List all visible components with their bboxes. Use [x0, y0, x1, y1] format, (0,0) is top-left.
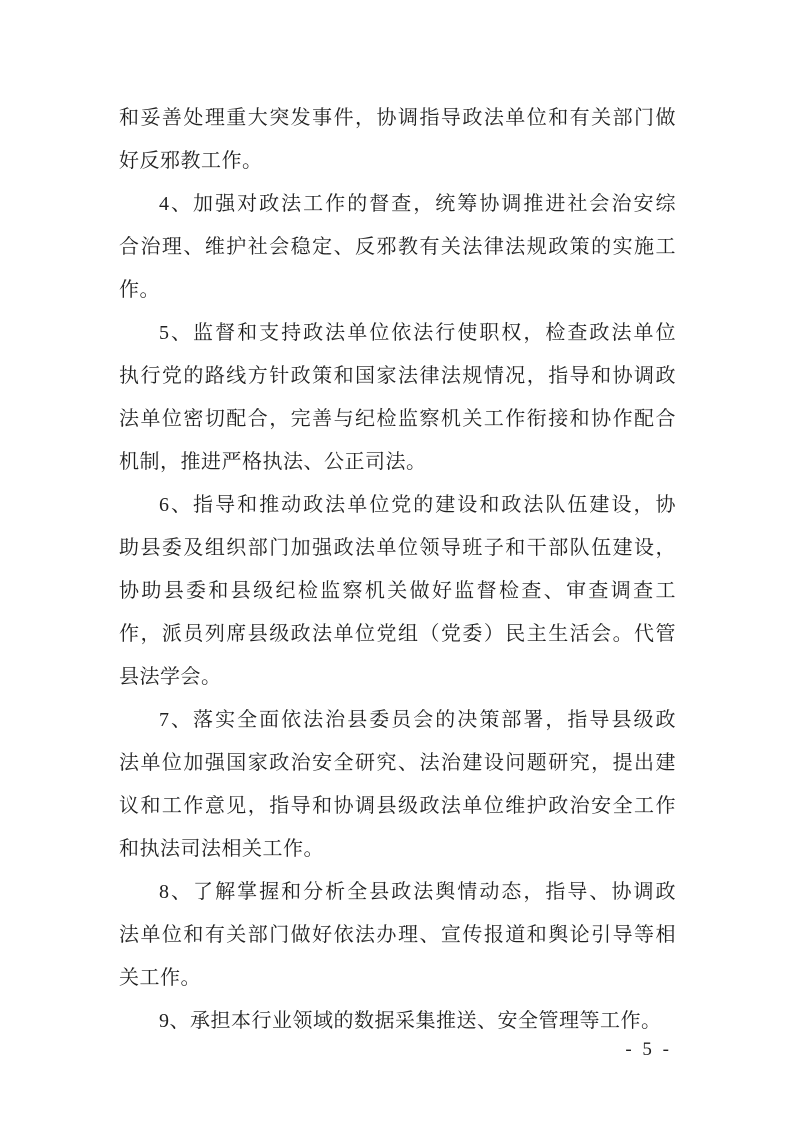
text-line: 和执法司法相关工作。: [119, 838, 324, 860]
text-line: 机制，推进严格执法、公正司法。: [119, 451, 427, 473]
text-line: 作，派员列席县级政法单位党组（党委）民主生活会。代管: [119, 623, 676, 645]
text-line: 9、承担本行业领域的数据采集推送、安全管理等工作。: [159, 1010, 662, 1032]
text-line: 法单位密切配合，完善与纪检监察机关工作衔接和协作配合: [119, 408, 676, 430]
text-line: 7、落实全面依法治县委员会的决策部署，指导县级政: [159, 709, 676, 731]
text-line: 协助县委和县级纪检监察机关做好监督检查、审查调查工: [119, 580, 676, 602]
document-body: [119, 97, 676, 1043]
text-line: 助县委及组织部门加强政法单位领导班子和干部队伍建设，: [119, 537, 676, 559]
text-line: 议和工作意见，指导和协调县级政法单位维护政治安全工作: [119, 795, 676, 817]
text-line: 好反邪教工作。: [119, 150, 263, 172]
text-line: 执行党的路线方针政策和国家法律法规情况，指导和协调政: [119, 365, 676, 387]
page-number: - 5 -: [625, 1039, 672, 1060]
text-line: 关工作。: [119, 967, 201, 989]
text-line: 县法学会。: [119, 666, 222, 688]
text-line: 法单位加强国家政治安全研究、法治建设问题研究，提出建: [119, 752, 676, 774]
text-line: 8、了解掌握和分析全县政法舆情动态，指导、协调政: [159, 881, 676, 903]
text-line: 作。: [119, 279, 160, 301]
text-line: 法单位和有关部门做好依法办理、宣传报道和舆论引导等相: [119, 924, 676, 946]
text-line: 和妥善处理重大突发事件，协调指导政法单位和有关部门做: [119, 107, 676, 129]
text-line: 合治理、维护社会稳定、反邪教有关法律法规政策的实施工: [119, 236, 676, 258]
text-line: 5、监督和支持政法单位依法行使职权，检查政法单位: [159, 322, 676, 344]
text-line: 6、指导和推动政法单位党的建设和政法队伍建设，协: [159, 494, 676, 516]
text-line: 4、加强对政法工作的督查，统筹协调推进社会治安综: [159, 193, 676, 215]
